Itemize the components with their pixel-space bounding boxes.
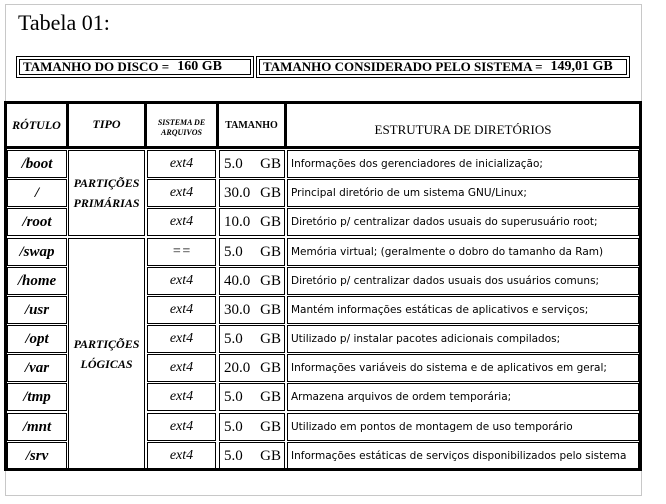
row-label: /usr bbox=[7, 296, 67, 324]
system-size-box bbox=[256, 56, 630, 78]
row-filesystem: ext4 bbox=[147, 208, 216, 236]
size-unit: GB bbox=[260, 301, 281, 318]
row-label: /var bbox=[7, 354, 67, 382]
row-size bbox=[219, 238, 285, 266]
row-filesystem: ext4 bbox=[147, 325, 216, 353]
header-sistema-line1: SISTEMA DE bbox=[157, 118, 206, 127]
group-primarias-line1: PARTIÇÕES bbox=[73, 176, 140, 190]
row-size bbox=[219, 413, 285, 441]
size-unit: GB bbox=[260, 243, 281, 260]
row-description: Principal diretório de um sistema GNU/Linux; bbox=[287, 179, 639, 207]
header-sistema-line2: ARQUIVOS bbox=[161, 128, 202, 137]
row-size bbox=[219, 267, 285, 295]
size-value: 5.0 bbox=[224, 243, 243, 260]
row-label: /swap bbox=[7, 238, 67, 266]
header-bottom-rule bbox=[4, 146, 642, 149]
header-rotulo: RÓTULO bbox=[12, 117, 61, 132]
row-filesystem: ext4 bbox=[147, 442, 216, 470]
row-filesystem: == bbox=[147, 238, 216, 266]
row-size bbox=[219, 325, 285, 353]
size-unit: GB bbox=[260, 272, 281, 289]
disk-size-value: 160 GB bbox=[177, 59, 222, 74]
header-tamanho: TAMANHO bbox=[225, 120, 278, 131]
size-value: 10.0 bbox=[224, 213, 251, 230]
row-label: / bbox=[7, 179, 67, 207]
row-description: Diretório p/ centralizar dados usuais dos usuários comuns; bbox=[287, 267, 639, 295]
row-size bbox=[219, 150, 285, 178]
page-title: Tabela 01: bbox=[18, 10, 110, 35]
row-label: /mnt bbox=[7, 413, 67, 441]
size-value: 5.0 bbox=[224, 447, 243, 464]
row-label: /home bbox=[7, 267, 67, 295]
row-label: /boot bbox=[7, 150, 67, 178]
row-description: Diretório p/ centralizar dados usuais do superusuário root; bbox=[287, 208, 639, 236]
row-size bbox=[219, 296, 285, 324]
row-filesystem: ext4 bbox=[147, 150, 216, 178]
row-label: /srv bbox=[7, 442, 67, 470]
size-value: 40.0 bbox=[224, 272, 251, 289]
row-size bbox=[219, 442, 285, 470]
size-value: 30.0 bbox=[224, 301, 251, 318]
row-filesystem: ext4 bbox=[147, 179, 216, 207]
row-filesystem: ext4 bbox=[147, 413, 216, 441]
row-size bbox=[219, 354, 285, 382]
row-label: /opt bbox=[7, 325, 67, 353]
row-filesystem: ext4 bbox=[147, 354, 216, 382]
group-primarias-line2: PRIMÁRIAS bbox=[73, 196, 140, 210]
row-description: Informações dos gerenciadores de inicialização; bbox=[287, 150, 639, 178]
disk-size-box bbox=[16, 56, 254, 78]
header-tipo: TIPO bbox=[92, 117, 121, 131]
size-value: 5.0 bbox=[224, 330, 243, 347]
row-description: Memória virtual; (geralmente o dobro do tamanho da Ram) bbox=[287, 238, 639, 266]
size-unit: GB bbox=[260, 330, 281, 347]
row-size bbox=[219, 179, 285, 207]
row-description: Informações variáveis do sistema e de aplicativos em geral; bbox=[287, 354, 639, 382]
size-value: 30.0 bbox=[224, 184, 251, 201]
row-filesystem: ext4 bbox=[147, 267, 216, 295]
size-value: 5.0 bbox=[224, 418, 243, 435]
row-filesystem: ext4 bbox=[147, 296, 216, 324]
header-estrutura: ESTRUTURA DE DIRETÓRIOS bbox=[374, 122, 552, 137]
row-description: Informações estáticas de serviços disponibilizados pelo sistema bbox=[287, 442, 639, 470]
system-size-label: TAMANHO CONSIDERADO PELO SISTEMA = bbox=[263, 59, 543, 74]
system-size-value: 149,01 GB bbox=[550, 59, 613, 74]
group-particoes-primarias bbox=[68, 150, 145, 236]
size-unit: GB bbox=[260, 359, 281, 376]
row-size bbox=[219, 383, 285, 411]
group-logicas-line1: PARTIÇÕES bbox=[73, 337, 140, 351]
row-description: Utilizado p/ instalar pacotes adicionais compilados; bbox=[287, 325, 639, 353]
row-label: /root bbox=[7, 208, 67, 236]
group-particoes-logicas bbox=[68, 238, 145, 470]
row-label: /tmp bbox=[7, 383, 67, 411]
size-value: 5.0 bbox=[224, 155, 243, 172]
row-description: Armazena arquivos de ordem temporária; bbox=[287, 383, 639, 411]
size-unit: GB bbox=[260, 155, 281, 172]
row-description: Utilizado em pontos de montagem de uso temporário bbox=[287, 413, 639, 441]
size-unit: GB bbox=[260, 447, 281, 464]
size-unit: GB bbox=[260, 184, 281, 201]
row-description: Mantém informações estáticas de aplicativos e serviços; bbox=[287, 296, 639, 324]
size-value: 20.0 bbox=[224, 359, 251, 376]
header-sistema-arquivos bbox=[147, 104, 216, 146]
group-logicas-line2: LÓGICAS bbox=[80, 357, 133, 371]
row-filesystem: ext4 bbox=[147, 383, 216, 411]
disk-size-label: TAMANHO DO DISCO = bbox=[23, 59, 170, 74]
size-unit: GB bbox=[260, 418, 281, 435]
size-unit: GB bbox=[260, 213, 281, 230]
size-unit: GB bbox=[260, 388, 281, 405]
size-value: 5.0 bbox=[224, 388, 243, 405]
row-size bbox=[219, 208, 285, 236]
